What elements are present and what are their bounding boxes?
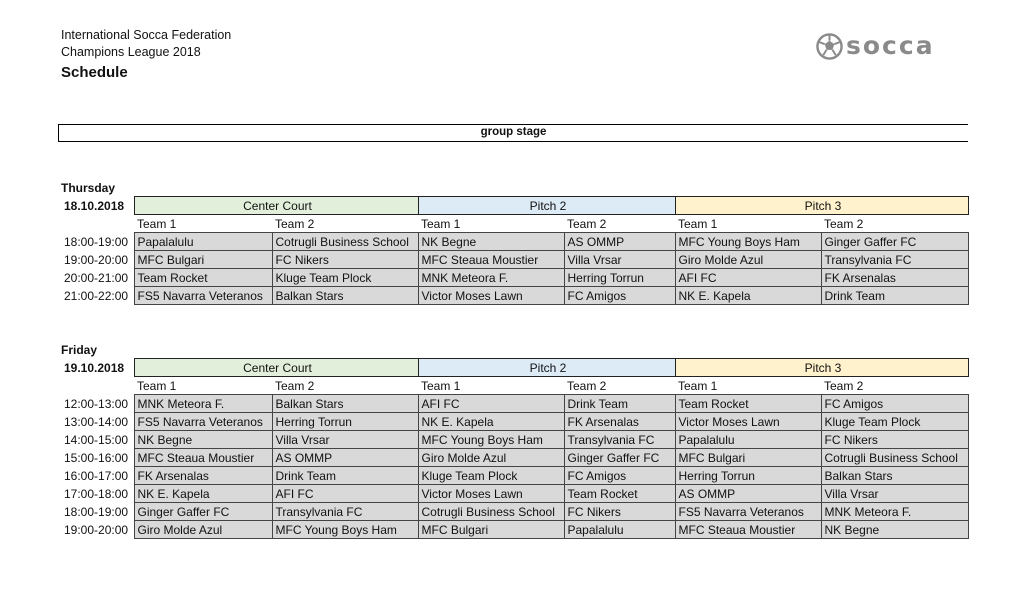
team-header: Team 1 [675,215,821,233]
venue-pitch-3: Pitch 3 [675,359,968,377]
team-cell: FC Amigos [564,467,675,485]
team-cell: MFC Bulgari [675,449,821,467]
page-title: Schedule [61,64,128,81]
team-cell: MFC Steaua Moustier [134,449,272,467]
team-cell: FC Nikers [564,503,675,521]
team-cell: Cotrugli Business School [272,233,418,251]
time-slot: 12:00-13:00 [64,396,129,411]
team-cell: Transylvania FC [564,431,675,449]
team-cell: Kluge Team Plock [418,467,564,485]
venue-pitch-2: Pitch 2 [418,197,675,215]
event-name: Champions League 2018 [61,45,201,59]
team-cell: Drink Team [821,287,968,305]
socca-logo [816,32,935,60]
team-cell: FC Nikers [272,251,418,269]
venue-center-court: Center Court [134,197,418,215]
team-cell: Balkan Stars [272,287,418,305]
team-cell: NK Begne [418,233,564,251]
team-cell: Balkan Stars [272,395,418,413]
table-row [61,269,968,287]
date-label: 19.10.2018 [64,360,125,375]
time-slot: 19:00-20:00 [64,522,129,537]
team-cell: Victor Moses Lawn [675,413,821,431]
team-cell: Papalalulu [564,521,675,539]
team-cell: Drink Team [272,467,418,485]
team-header: Team 1 [418,215,564,233]
team-cell: Villa Vrsar [272,431,418,449]
team-cell: NK Begne [134,431,272,449]
team-header: Team 2 [821,377,968,395]
document-header [61,27,231,84]
time-slot: 20:00-21:00 [64,270,129,285]
time-slot: 18:00-19:00 [64,234,129,249]
team-cell: Herring Torrun [564,269,675,287]
table-row [61,449,968,467]
time-slot: 21:00-22:00 [64,288,129,303]
team-header: Team 2 [272,377,418,395]
team-cell: MFC Young Boys Ham [418,431,564,449]
team-cell: Villa Vrsar [821,485,968,503]
time-slot: 13:00-14:00 [64,414,129,429]
team-header: Team 2 [821,215,968,233]
time-slot: 19:00-20:00 [64,252,129,267]
team-cell: MNK Meteora F. [418,269,564,287]
table-row [61,251,968,269]
team-cell: MFC Steaua Moustier [418,251,564,269]
day-label-thursday: Thursday [61,181,116,195]
team-cell: AFI FC [272,485,418,503]
team-cell: FC Amigos [564,287,675,305]
table-row [61,485,968,503]
table-row [61,287,968,305]
team-cell: AS OMMP [675,485,821,503]
day-label-friday: Friday [61,343,98,357]
team-cell: MFC Young Boys Ham [272,521,418,539]
soccer-ball-icon [816,33,843,60]
team-cell: FK Arsenalas [821,269,968,287]
team-cell: AFI FC [418,395,564,413]
team-cell: Transylvania FC [821,251,968,269]
team-cell: NK Begne [821,521,968,539]
team-cell: MFC Bulgari [134,251,272,269]
team-cell: Villa Vrsar [564,251,675,269]
team-cell: Team Rocket [564,485,675,503]
stage-banner: group stage [58,124,968,142]
team-cell: Drink Team [564,395,675,413]
team-header: Team 1 [134,377,272,395]
team-cell: AFI FC [675,269,821,287]
team-cell: NK E. Kapela [675,287,821,305]
team-cell: Cotrugli Business School [418,503,564,521]
org-name: International Socca Federation [61,28,232,42]
team-cell: Ginger Gaffer FC [564,449,675,467]
table-row [61,503,968,521]
team-cell: Team Rocket [675,395,821,413]
time-slot: 16:00-17:00 [64,468,129,483]
team-header: Team 1 [418,377,564,395]
time-slot: 17:00-18:00 [64,486,129,501]
team-cell: FK Arsenalas [134,467,272,485]
team-cell: FS5 Navarra Veteranos [675,503,821,521]
table-row [61,431,968,449]
team-cell: Ginger Gaffer FC [134,503,272,521]
venue-center-court: Center Court [134,359,418,377]
team-cell: Herring Torrun [675,467,821,485]
team-cell: FS5 Navarra Veteranos [134,287,272,305]
team-cell: FK Arsenalas [564,413,675,431]
team-cell: Papalalulu [134,233,272,251]
team-cell: Balkan Stars [821,467,968,485]
team-cell: Kluge Team Plock [821,413,968,431]
team-cell: AS OMMP [564,233,675,251]
time-slot: 15:00-16:00 [64,450,129,465]
schedule-table-friday [61,358,969,539]
team-cell: FC Amigos [821,395,968,413]
team-cell: Team Rocket [134,269,272,287]
team-header: Team 2 [272,215,418,233]
team-cell: Ginger Gaffer FC [821,233,968,251]
table-row [61,233,968,251]
venue-pitch-3: Pitch 3 [675,197,968,215]
table-row [61,395,968,413]
team-cell: MNK Meteora F. [134,395,272,413]
team-cell: MFC Young Boys Ham [675,233,821,251]
team-header: Team 1 [675,377,821,395]
table-row [61,467,968,485]
team-cell: FS5 Navarra Veteranos [134,413,272,431]
team-cell: Papalalulu [675,431,821,449]
team-header: Team 1 [134,215,272,233]
time-slot: 18:00-19:00 [64,504,129,519]
table-row [61,521,968,539]
team-cell: Giro Molde Azul [134,521,272,539]
team-cell: Giro Molde Azul [418,449,564,467]
date-label: 18.10.2018 [64,198,125,213]
team-cell: Herring Torrun [272,413,418,431]
team-cell: Cotrugli Business School [821,449,968,467]
team-cell: AS OMMP [272,449,418,467]
team-cell: MFC Steaua Moustier [675,521,821,539]
time-slot: 14:00-15:00 [64,432,129,447]
table-row [61,413,968,431]
schedule-table-thursday [61,196,969,305]
team-cell: NK E. Kapela [134,485,272,503]
team-cell: Victor Moses Lawn [418,287,564,305]
team-cell: Transylvania FC [272,503,418,521]
team-cell: Giro Molde Azul [675,251,821,269]
team-header: Team 2 [564,377,675,395]
team-cell: Victor Moses Lawn [418,485,564,503]
team-cell: MNK Meteora F. [821,503,968,521]
team-cell: NK E. Kapela [418,413,564,431]
team-cell: Kluge Team Plock [272,269,418,287]
logo-wordmark: socca [846,31,935,60]
team-cell: MFC Bulgari [418,521,564,539]
team-header: Team 2 [564,215,675,233]
venue-pitch-2: Pitch 2 [418,359,675,377]
team-cell: FC Nikers [821,431,968,449]
